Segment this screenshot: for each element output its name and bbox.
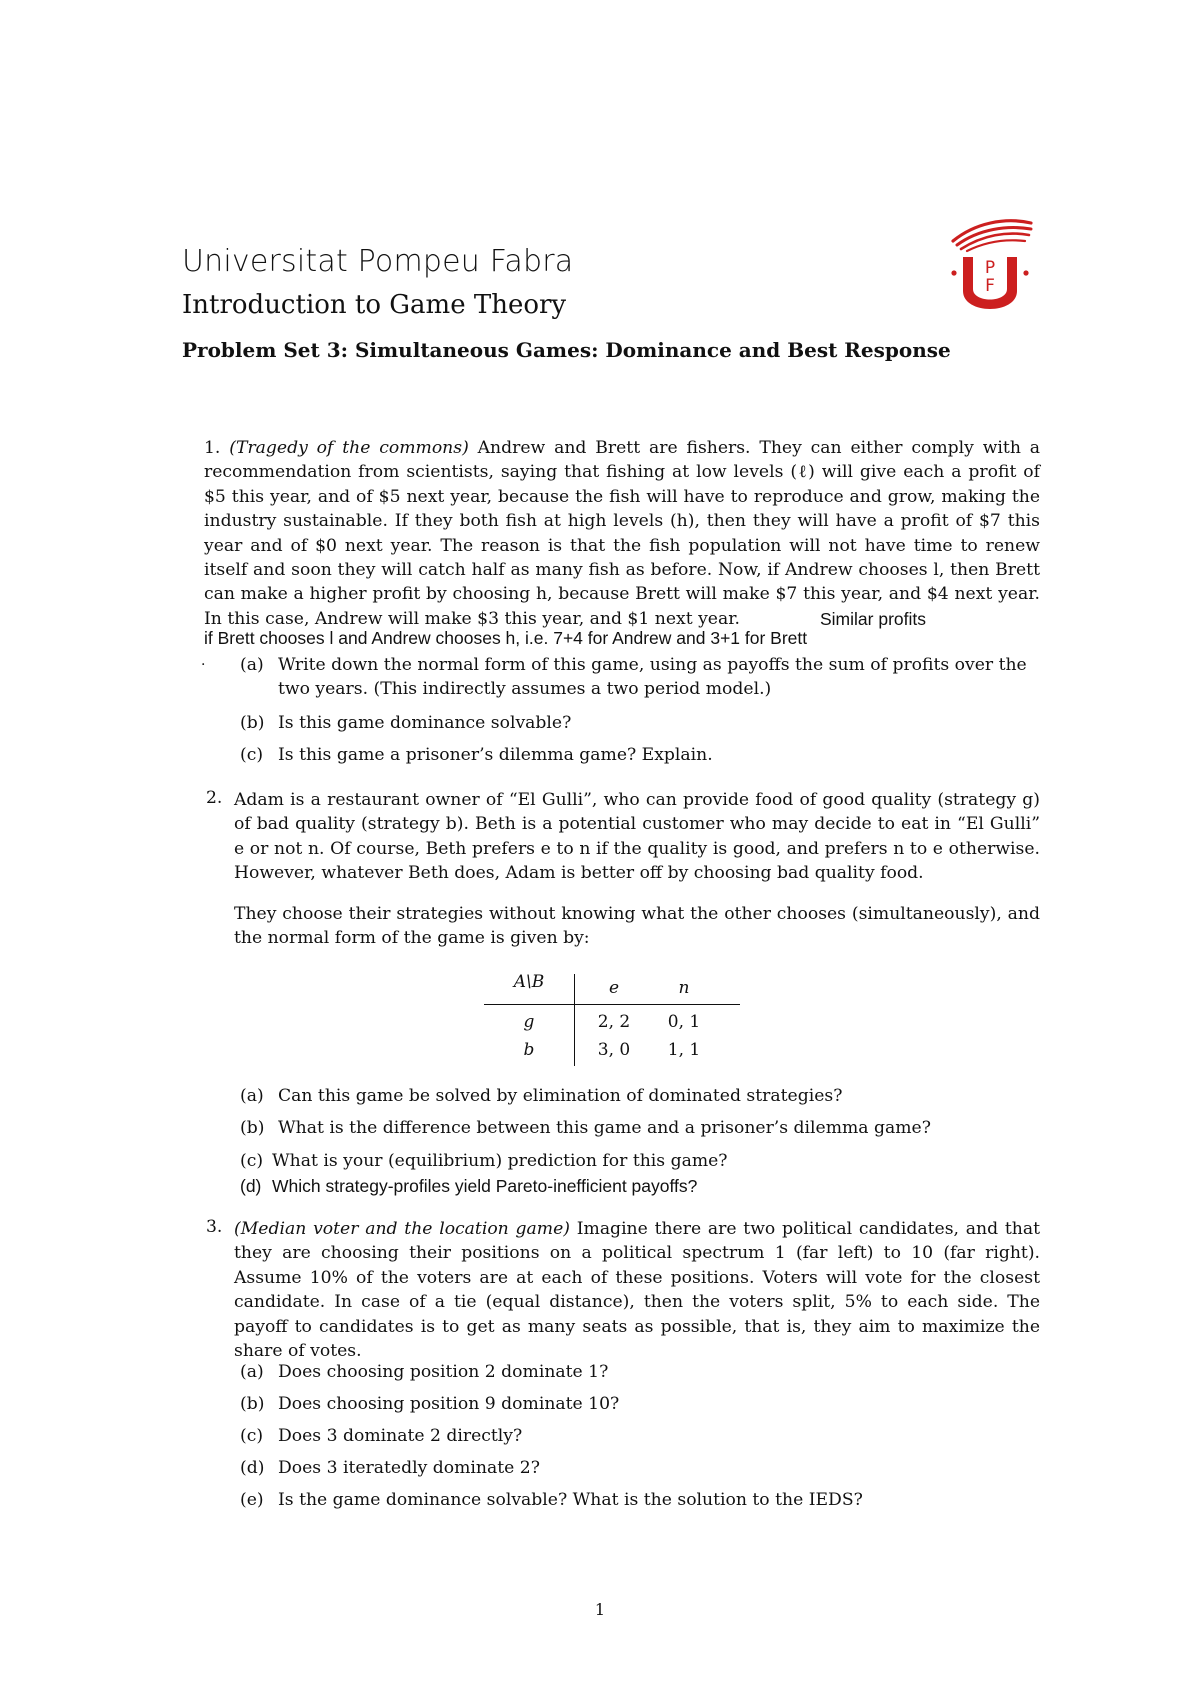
question-3-title: (Median voter and the location game) <box>234 1219 570 1239</box>
sub-label: (e) <box>240 1490 264 1510</box>
sub-text: Is this game dominance solvable? <box>278 713 572 733</box>
sub-label: (d) <box>240 1176 262 1196</box>
question-3-body: Imagine there are two political candidates, and that they are choosing their positions on a political spectrum 1 (far left) to 10 (far right). Assume 10% of the voters are at each of these positions. Voters will vote for the closest candidate. In case of a tie (equal distance), then the voters split, 5% to each side. The payoff to candidates is to get as many seats as possible, that is, they aim to maximize the share of votes. <box>234 1219 1040 1362</box>
sub-text-continued: two years. (This indirectly assumes a two period model.) <box>278 679 772 699</box>
added-note-line-1: Similar profits <box>820 609 926 629</box>
sub-text: Is this game a prisoner’s dilemma game? Explain. <box>278 745 713 765</box>
added-note-line-2: if Brett chooses l and Andrew chooses h, i.e. 7+4 for Andrew and 3+1 for Brett <box>204 628 808 648</box>
sub-label: (b) <box>240 1394 265 1414</box>
question-1a <box>240 653 1027 701</box>
payoff-table <box>484 974 740 1066</box>
sub-label: (a) <box>240 1086 264 1106</box>
question-1-title: (Tragedy of the commons) <box>229 438 469 458</box>
sub-label: (a) <box>240 655 264 675</box>
table-cell: 1, 1 <box>667 1040 701 1060</box>
sub-label: (c) <box>240 1151 264 1171</box>
question-1c <box>240 743 713 767</box>
table-col-header: e <box>608 978 620 998</box>
problem-set-title: Problem Set 3: Simultaneous Games: Dominance and Best Response <box>182 338 951 362</box>
table-cell: 3, 0 <box>597 1040 631 1060</box>
table-corner: A\B <box>513 972 545 992</box>
question-1b <box>240 711 571 735</box>
sub-text: Which strategy-profiles yield Pareto-inefficient payoffs? <box>272 1176 698 1196</box>
question-3 <box>234 1217 1040 1363</box>
sub-label: (a) <box>240 1362 264 1382</box>
table-row-rule <box>574 974 575 1066</box>
sub-text: Write down the normal form of this game, using as payoffs the sum of profits over the <box>278 655 1027 675</box>
question-2-body: Adam is a restaurant owner of “El Gulli”, who can provide food of good quality (strategy g) of bad quality (strategy b). Beth is a potential customer who may decide to eat in “El Gulli” e or not n. Of course, Beth prefers e to n if the quality is good, and prefers n to e otherwise. However, whatever Beth does, Adam is better off by choosing bad quality food. <box>234 790 1040 884</box>
question-2a <box>240 1084 842 1108</box>
question-1-added-note <box>204 610 1044 648</box>
sub-label: (d) <box>240 1458 265 1478</box>
table-col-header: n <box>678 978 690 998</box>
question-3a <box>240 1360 608 1384</box>
sub-text: Does 3 dominate 2 directly? <box>278 1426 523 1446</box>
sub-label: (c) <box>240 745 264 765</box>
question-1-body: Andrew and Brett are fishers. They can either comply with a recommendation from scientists, saying that fishing at low levels (ℓ) will give each a profit of $5 this year, and of $5 next year, because the fish will have to reproduce and grow, making the industry sustainable. If they both fish at high levels (h), then they will have a profit of $7 this year and of $0 next year. The reason is that the fish population will not have time to renew itself and soon they will catch half as many fish as before. Now, if Andrew chooses l, then Brett can make a higher profit by choosing h, because Brett will make $7 this year, and $4 next year. In this case, Andrew will make $3 this year, and $1 next year. <box>204 438 1041 629</box>
sub-text: Is the game dominance solvable? What is the solution to the IEDS? <box>278 1490 863 1510</box>
table-header-rule <box>484 1004 740 1005</box>
sub-text: Can this game be solved by elimination of dominated strategies? <box>278 1086 843 1106</box>
svg-text:F: F <box>985 276 995 296</box>
question-1-number: 1. <box>204 438 221 458</box>
table-cell: 0, 1 <box>667 1012 701 1032</box>
page-number: 1 <box>594 1600 606 1619</box>
sub-label: (b) <box>240 713 265 733</box>
question-3d <box>240 1456 540 1480</box>
sub-text: Does choosing position 9 dominate 10? <box>278 1394 620 1414</box>
question-2b <box>240 1116 931 1140</box>
question-2-body-2: They choose their strategies without knowing what the other chooses (simultaneously), and the normal form of the game is given by: <box>234 904 1040 949</box>
question-1 <box>204 436 1040 631</box>
table-row-label: b <box>523 1040 535 1060</box>
stray-mark: · <box>201 657 206 673</box>
sub-text: Does choosing position 2 dominate 1? <box>278 1362 609 1382</box>
sub-text: What is the difference between this game and a prisoner’s dilemma game? <box>278 1118 931 1138</box>
table-row-label: g <box>523 1012 535 1032</box>
sub-label: (b) <box>240 1118 265 1138</box>
university-name: Universitat Pompeu Fabra <box>182 244 574 279</box>
table-cell: 2, 2 <box>597 1012 631 1032</box>
sub-text: What is your (equilibrium) prediction for this game? <box>272 1151 728 1171</box>
question-3e <box>240 1488 863 1512</box>
question-3-number: 3. <box>206 1217 223 1237</box>
course-title: Introduction to Game Theory <box>182 290 567 320</box>
sub-label: (c) <box>240 1426 264 1446</box>
question-2d <box>240 1174 697 1198</box>
question-3c <box>240 1424 522 1448</box>
question-2c <box>240 1149 728 1173</box>
svg-text:P: P <box>984 258 996 278</box>
question-3b <box>240 1392 619 1416</box>
question-2-number: 2. <box>206 788 223 808</box>
upf-logo <box>945 215 1035 325</box>
sub-text: Does 3 iteratedly dominate 2? <box>278 1458 540 1478</box>
